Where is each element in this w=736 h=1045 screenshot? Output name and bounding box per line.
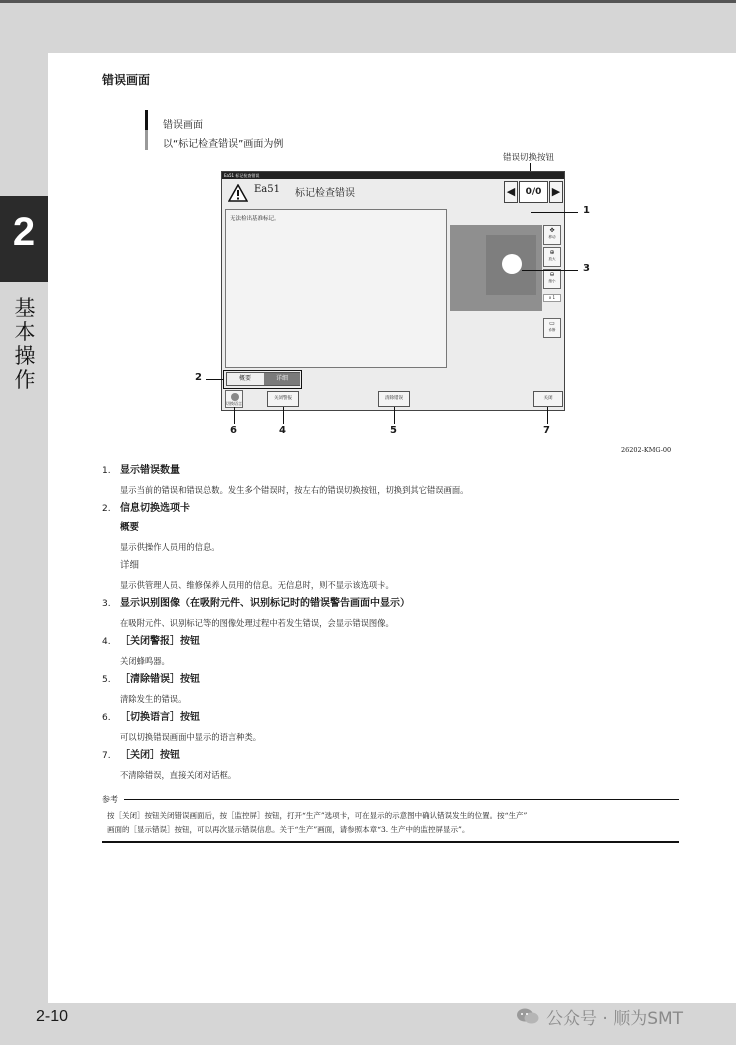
tab-detail[interactable]: 详细 bbox=[264, 373, 300, 385]
list-item: 3. 显示识别图像（在吸附元件、识别标记时的错误警告画面中显示） 在吸附元件、识别标记等的图像处理过程中若发生错误，会显示错误图像。 bbox=[102, 596, 682, 634]
close-alarm-button[interactable]: 关闭警报 bbox=[267, 391, 299, 407]
globe-icon bbox=[231, 393, 239, 401]
callout-bar bbox=[145, 110, 148, 150]
item-body: 显示当前的错误和错误总数。发生多个错误时，按左右的错误切换按钮，切换到其它错误画面。 bbox=[120, 485, 469, 495]
list-item: 1. 显示错误数量 显示当前的错误和错误总数。发生多个错误时，按左右的错误切换按钮，切换到其它错误画面。 bbox=[102, 463, 682, 501]
item-title: ［关闭警报］按钮 bbox=[120, 636, 200, 647]
next-error-button[interactable]: ▶ bbox=[549, 181, 563, 203]
callout-1: 1 bbox=[583, 205, 590, 216]
error-switch-buttons bbox=[504, 181, 566, 205]
error-code: Ea51 bbox=[254, 184, 280, 195]
item-title: ［切换语言］按钮 bbox=[120, 712, 200, 723]
item-title: 显示错误数量 bbox=[120, 465, 180, 476]
callout-7: 7 bbox=[543, 425, 550, 436]
page-number: 2-10 bbox=[36, 1008, 69, 1025]
list-item: 4. ［关闭警报］按钮 关闭蜂鸣器。 bbox=[102, 634, 682, 672]
leader-line bbox=[234, 407, 235, 424]
zoom-in-icon: ⊕ bbox=[549, 249, 555, 256]
callout-5: 5 bbox=[390, 425, 397, 436]
list-item: 5. ［清除错误］按钮 清除发生的错误。 bbox=[102, 672, 682, 710]
screen-titlebar: Ea51 标记检查错误 bbox=[222, 172, 564, 179]
item-body: 清除发生的错误。 bbox=[120, 694, 187, 704]
watermark: 公众号 · 顺为SMT bbox=[546, 1009, 684, 1029]
item-subheading: 详细 bbox=[120, 560, 140, 571]
page-heading: 错误画面 bbox=[102, 73, 151, 87]
reference-rule bbox=[124, 799, 679, 800]
list-item: 2. 信息切换选项卡 概要 显示供操作人员用的信息。 详细 显示供管理人员、维修保养人员用的信息。无信息时，则不显示该选项卡。 bbox=[102, 501, 682, 596]
callout-6: 6 bbox=[230, 425, 237, 436]
move-button[interactable]: ✥ 移动 bbox=[543, 225, 561, 245]
zoom-level: x 1 bbox=[543, 294, 561, 302]
leader-line bbox=[531, 212, 578, 213]
message-panel bbox=[225, 209, 447, 368]
zoom-out-icon: ⊖ bbox=[549, 271, 555, 278]
chapter-number: 2 bbox=[12, 210, 36, 254]
top-border bbox=[0, 0, 736, 3]
monitor-icon: ▭ bbox=[549, 320, 555, 327]
reference-bottom-rule bbox=[102, 841, 679, 843]
item-body: 不清除错误，直接关闭对话框。 bbox=[120, 770, 237, 780]
item-title: 显示识别图像（在吸附元件、识别标记时的错误警告画面中显示） bbox=[120, 598, 410, 609]
warning-icon bbox=[228, 184, 248, 202]
figure-id: 26202-KMG-00 bbox=[621, 446, 672, 454]
callout-title: 错误画面 bbox=[163, 120, 203, 131]
prev-error-button[interactable]: ◀ bbox=[504, 181, 518, 203]
item-body: 在吸附元件、识别标记等的图像处理过程中若发生错误，会显示错误图像。 bbox=[120, 618, 394, 628]
switch-language-button[interactable]: 切换语言 bbox=[225, 390, 243, 408]
item-subheading: 概要 bbox=[120, 522, 140, 533]
error-count: 0/0 bbox=[519, 181, 548, 203]
chapter-title: 基本操作 bbox=[14, 296, 36, 392]
item-body: 显示供管理人员、维修保养人员用的信息。无信息时，则不显示该选项卡。 bbox=[120, 580, 394, 590]
clear-error-button[interactable]: 清除错误 bbox=[378, 391, 410, 407]
reference-text: 按［关闭］按钮关闭错误画面后，按［监控屏］按钮，打开“生产”选项卡，可在显示的示意图中确认错误发生的位置。按“生产” 画面的［显示错误］按钮，可以再次显示错误信息。关于“生产”画面，请参照本章“3. 生产中的监控屏显示”。 bbox=[107, 811, 528, 834]
item-title: ［清除错误］按钮 bbox=[120, 674, 200, 685]
callout-subtitle: 以“标记检查错误”画面为例 bbox=[163, 139, 284, 150]
move-icon: ✥ bbox=[549, 227, 555, 234]
list-item: 7. ［关闭］按钮 不清除错误，直接关闭对话框。 bbox=[102, 748, 682, 786]
callout-4: 4 bbox=[279, 425, 286, 436]
item-body: 关闭蜂鸣器。 bbox=[120, 656, 170, 666]
leader-line bbox=[283, 407, 284, 424]
tab-summary[interactable]: 概要 bbox=[227, 373, 263, 385]
item-title: 信息切换选项卡 bbox=[120, 503, 190, 514]
item-body: 显示供操作人员用的信息。 bbox=[120, 542, 220, 552]
error-title: 标记检查错误 bbox=[295, 188, 355, 199]
item-title: ［关闭］按钮 bbox=[120, 750, 180, 761]
recognition-image bbox=[450, 225, 542, 311]
reference-label: 参考 bbox=[102, 795, 118, 804]
close-button[interactable]: 关闭 bbox=[533, 391, 563, 407]
error-message: 无法检出基准标记。 bbox=[230, 216, 280, 222]
leader-line bbox=[206, 379, 223, 380]
list-item: 6. ［切换语言］按钮 可以切换错误画面中显示的语言种类。 bbox=[102, 710, 682, 748]
item-body: 可以切换错误画面中显示的语言种类。 bbox=[120, 732, 262, 742]
callout-3: 3 bbox=[583, 263, 590, 274]
leader-line bbox=[547, 407, 548, 424]
tabs-highlight bbox=[223, 370, 302, 389]
leader-line bbox=[522, 270, 578, 271]
description-list bbox=[102, 463, 682, 786]
callout-2: 2 bbox=[195, 372, 202, 383]
leader-line bbox=[394, 407, 395, 424]
fiducial-mark bbox=[502, 254, 522, 274]
error-switch-label: 错误切换按钮 bbox=[503, 153, 555, 163]
diagnose-button[interactable]: ▭ 诊断 bbox=[543, 318, 561, 338]
wechat-icon bbox=[516, 1007, 540, 1025]
zoom-out-button[interactable]: ⊖ 缩小 bbox=[543, 269, 561, 289]
zoom-in-button[interactable]: ⊕ 放大 bbox=[543, 247, 561, 267]
